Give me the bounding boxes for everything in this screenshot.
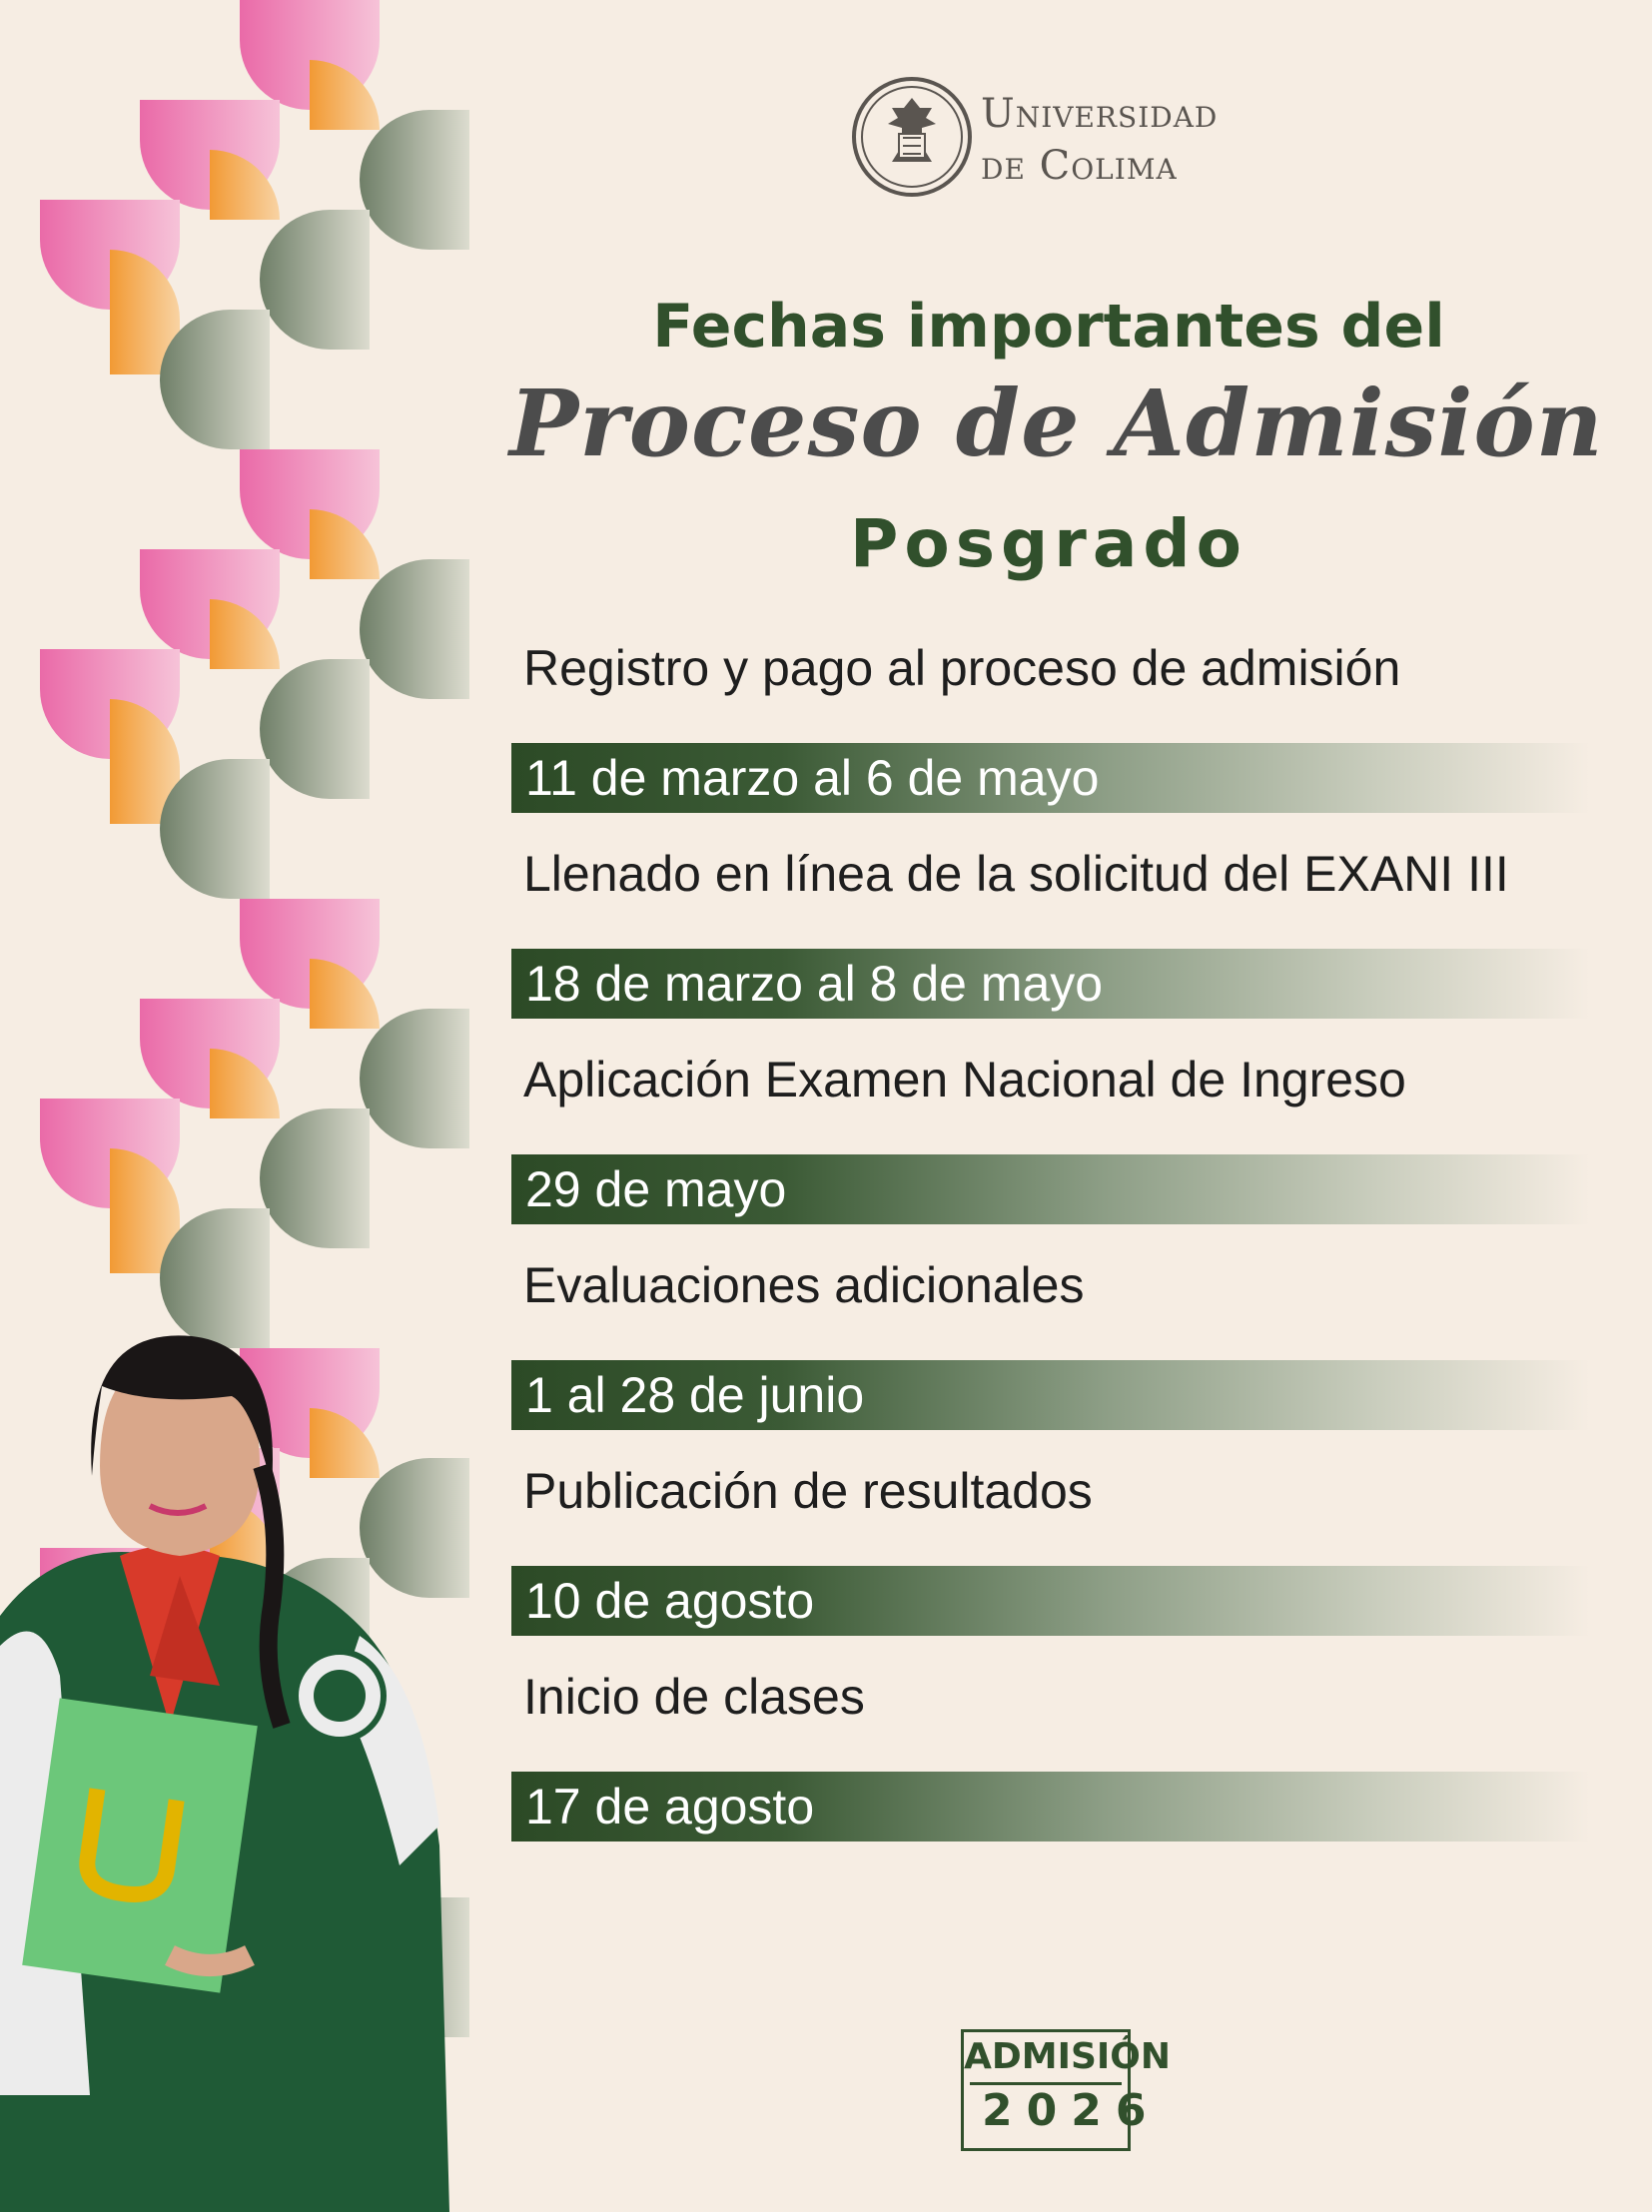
schedule-item <box>511 635 1620 841</box>
schedule-item <box>511 841 1620 1047</box>
schedule-item <box>511 1047 1620 1252</box>
schedule-item-date: 1 al 28 de junio <box>525 1367 865 1423</box>
logo-name-line1: Universidad <box>981 91 1219 137</box>
schedule-item <box>511 1664 1620 1869</box>
schedule-item-label: Llenado en línea de la solicitud del EXANI III <box>523 846 1509 902</box>
schedule-item <box>511 1252 1620 1458</box>
university-seal-icon <box>851 76 973 198</box>
schedule-item-date: 11 de marzo al 6 de mayo <box>525 750 1100 806</box>
schedule-item-label: Publicación de resultados <box>523 1463 1093 1519</box>
schedule-item <box>511 1458 1620 1664</box>
schedule-item-date: 17 de agosto <box>525 1779 815 1835</box>
schedule-item-label: Inicio de clases <box>523 1669 865 1725</box>
schedule-list <box>511 635 1620 1869</box>
heading-intro: Fechas importantes del <box>652 292 1445 362</box>
schedule-item-label: Registro y pago al proceso de admisión <box>523 640 1401 696</box>
heading-subtitle: Posgrado <box>850 505 1247 582</box>
admission-year-badge <box>961 2029 1172 2151</box>
schedule-item-label: Aplicación Examen Nacional de Ingreso <box>523 1052 1406 1107</box>
university-logo <box>851 72 1270 202</box>
badge-year: 2026 <box>970 2082 1122 2137</box>
logo-name-line2: de Colima <box>981 143 1178 189</box>
schedule-item-date-bar <box>511 1360 1590 1430</box>
student-photo <box>0 1316 479 2212</box>
schedule-item-date: 18 de marzo al 8 de mayo <box>525 956 1104 1012</box>
schedule-item-date-bar <box>511 949 1590 1019</box>
heading-main: Proceso de Admisión <box>509 369 1604 477</box>
schedule-item-date-bar <box>511 1154 1590 1224</box>
schedule-item-date-bar <box>511 1772 1590 1842</box>
schedule-item-date: 10 de agosto <box>525 1573 815 1629</box>
badge-label: ADMISIÓN <box>964 2036 1172 2077</box>
schedule-item-date: 29 de mayo <box>525 1161 787 1217</box>
schedule-item-date-bar <box>511 1566 1590 1636</box>
schedule-item-label: Evaluaciones adicionales <box>523 1257 1085 1313</box>
schedule-item-date-bar <box>511 743 1590 813</box>
